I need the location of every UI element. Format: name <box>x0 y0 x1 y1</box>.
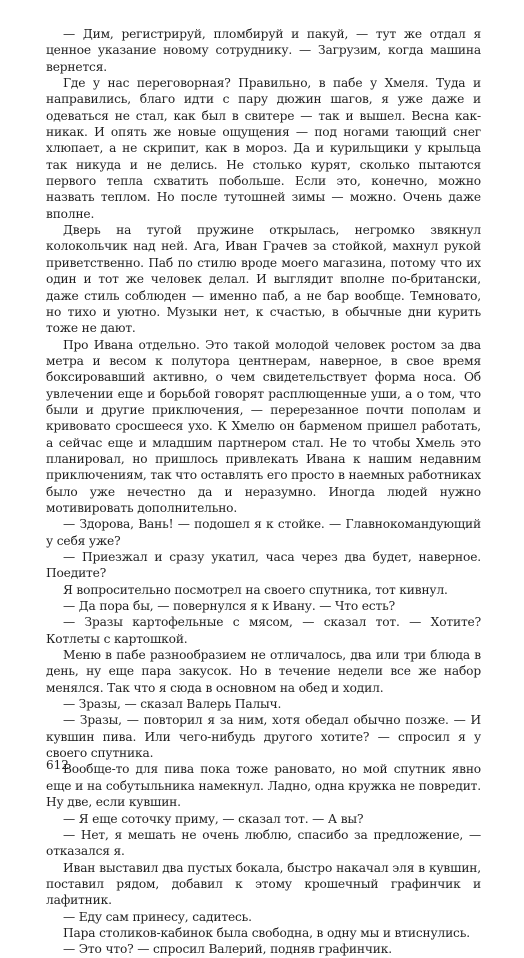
paragraph: Я вопросительно посмотрел на своего спутника, тот кивнул. <box>63 582 448 597</box>
paragraph: Где у нас переговорная? Правильно, в пабе у Хмеля. Туда и направились, благо идти с пару дюжин шагов, я уже даже и одеваться не стал, как был в свитере — так и вышел. Весна как-никак. И опять же новые ощущения — под ногами тающий снег хлюпает, а не скрипит, как в мороз. Да и курильщики у крыльца так никуда и не делись. Не столько курят, сколько пытаются первого тепла схватить побольше. Если это, конечно, можно назвать теплом. Но после тутошней зимы — можно. Очень даже вполне. <box>46 76 481 221</box>
paragraph: — Зразы, — сказал Валерь Палыч. <box>63 697 282 712</box>
paragraph: — Дим, регистрируй, пломбируй и пакуй, — тут же отдал я ценное указание новому сотруднику. — Загрузим, когда машина вернется. <box>46 27 481 74</box>
paragraph: Пара столиков-кабинок была свободна, в одну мы и втиснулись. <box>63 925 470 940</box>
paragraph: — Это что? — спросил Валерий, подняв графинчик. <box>63 942 392 957</box>
paragraph: — Зразы, — повторил я за ним, хотя обедал обычно позже. — И кувшин пива. Или чего-нибудь другого хотите? — спросил я у своего спутника. <box>46 713 481 761</box>
paragraph: Иван выставил два пустых бокала, быстро накачал эля в кувшин, поставил рядом, добавил к этому крошечный графинчик и лафитник. <box>46 860 481 908</box>
paragraph: — Еду сам принесу, садитесь. <box>63 909 252 924</box>
paragraph: — Я еще соточку приму, — сказал тот. — А вы? <box>63 811 364 826</box>
paragraph: Про Ивана отдельно. Это такой молодой человек ростом за два метра и весом к полутора центнерам, наверное, в свое время боксировавший активно, о чем свидетельствует форма носа. Об увлечении еще и борьбой говорят расплющенные уши, а о том, что были и другие приключения, — перерезанное почти пополам и кривовато сросшееся ухо. К Хмелю он барменом пришел работать, а сейчас еще и младшим партнером стал. Не то чтобы Хмель это планировал, но пришлось привлекать Ивана к нашим недавним приключениям, так что оставлять его просто в наемных работниках было уже нечестно да и неразумно. Иногда людей нужно мотивировать дополнительно. <box>46 337 481 515</box>
paragraph: Дверь на тугой пружине открылась, негромко звякнул колокольчик над ней. Ага, Иван Грачев за стойкой, махнул рукой приветственно. Паб по стилю вроде моего магазина, потому что их один и тот же человек делал. И выглядит вполне по-британски, даже стиль соблюден — именно паб, а не бар вообще. Темновато, но тихо и уютно. Музыки нет, к счастью, в обычные дни курить тоже не дают. <box>46 223 481 336</box>
paragraph: Меню в пабе разнообразием не отличалось, два или три блюда в день, ну еще пара закусок. Но в течение недели все же набор менялся. Так что я сюда в основном на обед и ходил. <box>46 648 481 695</box>
paragraph: — Да пора бы, — повернулся я к Ивану. — Что есть? <box>63 599 396 614</box>
paragraph: — Нет, я мешать не очень люблю, спасибо за предложение, — отказался я. <box>46 827 481 859</box>
paragraph: Вообще-то для пива пока тоже рановато, но мой спутник явно еще и на собутыльника намекнул. Ладно, одна кружка не повредит. Ну две, если кувшин. <box>46 762 481 810</box>
body-text <box>46 26 481 958</box>
paragraph: — Зразы картофельные с мясом, — сказал тот. — Хотите? Котлеты с картошкой. <box>46 615 481 646</box>
page-number: 612 <box>46 758 69 772</box>
paragraph: — Здорова, Вань! — подошел я к стойке. — Главнокомандующий у себя уже? <box>46 517 481 548</box>
paragraph: — Приезжал и сразу укатил, часа через два будет, наверное. Поедите? <box>46 550 481 581</box>
